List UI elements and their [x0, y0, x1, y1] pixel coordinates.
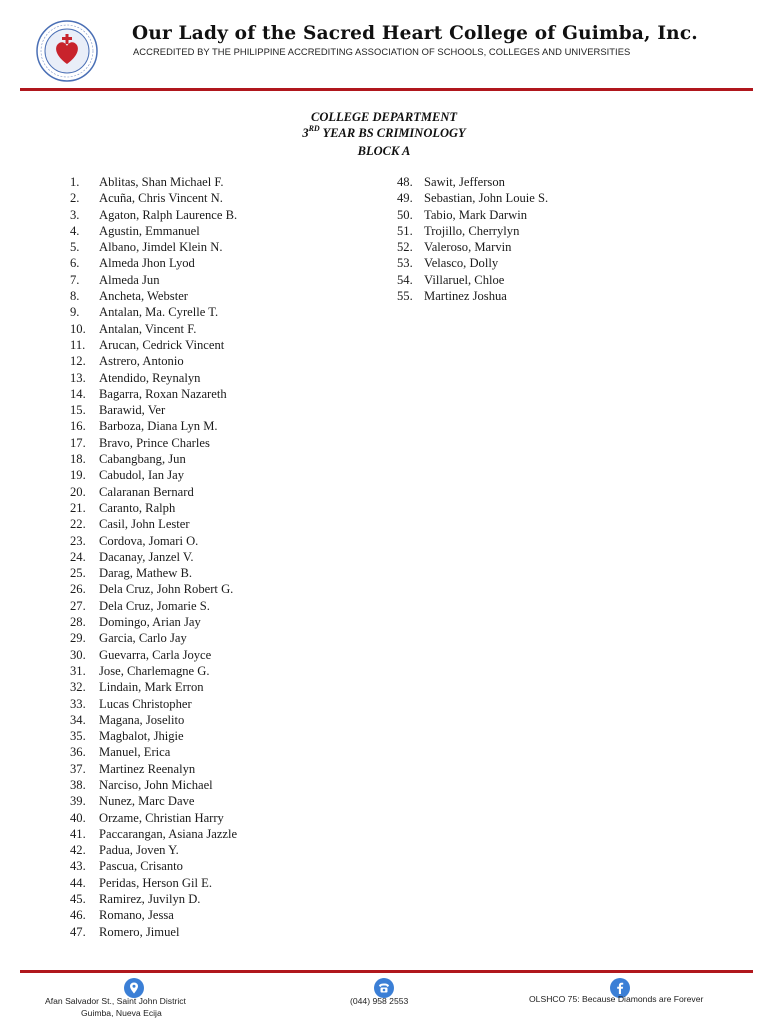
footer-address-line2: Guimba, Nueva Ecija: [81, 1008, 162, 1018]
student-name: Cabangbang, Jun: [99, 452, 186, 467]
student-number: 16.: [70, 419, 86, 434]
student-number: 48.: [397, 175, 413, 189]
student-list-item: [70, 402, 237, 418]
footer-social: OLSHCO 75: Because Diamonds are Forever: [529, 994, 704, 1004]
student-name: Dela Cruz, Jomarie S.: [99, 598, 210, 613]
student-number: 4.: [70, 223, 80, 238]
student-number: 22.: [70, 517, 86, 532]
telephone-icon: [374, 978, 394, 998]
student-list-item: [70, 435, 237, 451]
student-name: Martinez Reenalyn: [99, 761, 196, 776]
student-name: Jose, Charlemagne G.: [99, 663, 210, 678]
student-name: Lucas Christopher: [99, 696, 192, 711]
student-name: Bagarra, Roxan Nazareth: [99, 386, 227, 401]
student-number: 15.: [70, 403, 86, 418]
student-name: Lindain, Mark Erron: [99, 680, 204, 695]
student-name: Darag, Mathew B.: [99, 566, 193, 581]
student-name: Sawit, Jefferson: [424, 175, 505, 189]
student-number: 52.: [397, 240, 413, 255]
student-name: Peridas, Herson Gil E.: [99, 875, 212, 890]
student-number: 2.: [70, 191, 80, 206]
student-name: Antalan, Ma. Cyrelle T.: [99, 305, 219, 320]
student-number: 12.: [70, 354, 86, 369]
student-list-item: [70, 777, 237, 793]
student-name: Romano, Jessa: [99, 908, 174, 923]
student-list-item: [70, 793, 237, 809]
student-list-item: [70, 581, 237, 597]
student-number: 29.: [70, 631, 86, 646]
student-list-right-column: [397, 174, 548, 304]
student-list-item: [70, 907, 237, 923]
footer-phone: (044) 958 2553: [350, 996, 409, 1006]
student-number: 24.: [70, 549, 86, 564]
student-name: Ramirez, Juvilyn D.: [99, 892, 201, 907]
student-list-item: [70, 239, 237, 255]
student-list-item: [70, 565, 237, 581]
student-name: Romero, Jimuel: [99, 924, 180, 939]
student-number: 19.: [70, 468, 86, 483]
student-number: 8.: [70, 289, 80, 304]
student-number: 7.: [70, 272, 80, 287]
student-number: 37.: [70, 761, 86, 776]
student-name: Sebastian, John Louie S.: [424, 191, 549, 206]
student-number: 23.: [70, 533, 86, 548]
student-name: Garcia, Carlo Jay: [99, 631, 187, 646]
student-number: 9.: [70, 305, 80, 320]
student-list-item: [70, 418, 237, 434]
student-number: 41.: [70, 826, 86, 841]
student-number: 31.: [70, 663, 86, 678]
student-name: Cabudol, Ian Jay: [99, 468, 184, 483]
student-name: Arucan, Cedrick Vincent: [99, 337, 225, 352]
student-list-item: [397, 207, 548, 223]
student-number: 36.: [70, 745, 86, 760]
student-name: Albano, Jimdel Klein N.: [99, 240, 223, 255]
student-list-item: [397, 174, 548, 190]
student-list-item: [70, 467, 237, 483]
student-number: 14.: [70, 386, 86, 401]
student-list-item: [70, 370, 237, 386]
department-title: COLLEGE DEPARTMENT: [311, 110, 457, 124]
student-list-item: [70, 321, 237, 337]
student-list-item: [70, 353, 237, 369]
student-list-item: [70, 451, 237, 467]
student-name: Bravo, Prince Charles: [99, 435, 210, 450]
student-list-item: [70, 858, 237, 874]
student-list-item: [70, 810, 237, 826]
student-name: Magana, Joselito: [99, 712, 185, 727]
student-list-item: [70, 647, 237, 663]
student-name: Dela Cruz, John Robert G.: [99, 582, 234, 597]
student-list-item: [70, 614, 237, 630]
student-name: Valeroso, Marvin: [424, 240, 512, 255]
student-name: Atendido, Reynalyn: [99, 370, 201, 385]
student-list-item: [397, 255, 548, 271]
year-ordinal-suffix: RD: [308, 124, 320, 133]
student-number: 3.: [70, 207, 80, 222]
student-number: 47.: [70, 924, 86, 939]
student-name: Acuña, Chris Vincent N.: [99, 191, 223, 206]
student-list-item: [70, 598, 237, 614]
block-title: BLOCK A: [357, 144, 411, 158]
student-list-item: [70, 663, 237, 679]
student-name: Almeda Jhon Lyod: [99, 256, 195, 271]
school-seal-icon: [36, 20, 98, 82]
student-name: Barboza, Diana Lyn M.: [99, 419, 218, 434]
student-number: 32.: [70, 680, 86, 695]
student-number: 20.: [70, 484, 86, 499]
student-list-item: [70, 744, 237, 760]
student-number: 30.: [70, 647, 86, 662]
footer-address-line1: Afan Salvador St., Saint John District: [45, 996, 186, 1006]
student-name: Villaruel, Chloe: [424, 272, 505, 287]
student-number: 40.: [70, 810, 86, 825]
student-list-item: [397, 288, 548, 304]
student-list-item: [397, 190, 548, 206]
student-number: 1.: [70, 175, 80, 189]
student-name: Padua, Joven Y.: [99, 843, 179, 858]
location-pin-icon: [124, 978, 144, 998]
student-number: 13.: [70, 370, 86, 385]
student-list-item: [70, 891, 237, 907]
student-number: 26.: [70, 582, 86, 597]
course-label: YEAR BS CRIMINOLOGY: [319, 126, 466, 140]
student-name: Narciso, John Michael: [99, 777, 213, 792]
student-list-item: [70, 549, 237, 565]
student-list-item: [70, 842, 237, 858]
student-name: Dacanay, Janzel V.: [99, 549, 194, 564]
student-number: 49.: [397, 191, 413, 206]
student-name: Antalan, Vincent F.: [99, 321, 197, 336]
student-list-item: [70, 500, 237, 516]
student-number: 25.: [70, 566, 86, 581]
student-list-item: [70, 337, 237, 353]
student-number: 35.: [70, 729, 86, 744]
student-number: 51.: [397, 223, 413, 238]
student-name: Agustin, Emmanuel: [99, 223, 200, 238]
student-list-left-column: [70, 174, 237, 940]
student-list-item: [70, 207, 237, 223]
student-list-item: [70, 288, 237, 304]
student-name: Pascua, Crisanto: [99, 859, 183, 874]
student-list-item: [70, 272, 237, 288]
student-list-item: [70, 875, 237, 891]
student-list-item: [70, 630, 237, 646]
year-course-title: [0, 126, 768, 141]
student-name: Domingo, Arian Jay: [99, 615, 201, 630]
student-number: 39.: [70, 794, 86, 809]
student-list-item: [70, 533, 237, 549]
student-name: Martinez Joshua: [424, 289, 507, 304]
student-name: Barawid, Ver: [99, 403, 166, 418]
student-name: Paccarangan, Asiana Jazzle: [99, 826, 238, 841]
student-name: Almeda Jun: [99, 272, 160, 287]
student-list-item: [70, 516, 237, 532]
school-name: Our Lady of the Sacred Heart College of Guimba, Inc.: [132, 23, 698, 44]
student-name: Caranto, Ralph: [99, 500, 176, 515]
student-list-item: [70, 484, 237, 500]
student-list-item: [70, 255, 237, 271]
student-name: Casil, John Lester: [99, 517, 190, 532]
student-name: Calaranan Bernard: [99, 484, 194, 499]
student-list-item: [70, 826, 237, 842]
student-list-item: [397, 239, 548, 255]
student-list-item: [70, 728, 237, 744]
student-number: 11.: [70, 337, 86, 352]
student-name: Trojillo, Cherrylyn: [424, 223, 520, 238]
year-number: 3: [302, 126, 309, 140]
student-number: 54.: [397, 272, 413, 287]
student-list-item: [70, 696, 237, 712]
student-list-item: [70, 386, 237, 402]
student-number: 17.: [70, 435, 86, 450]
accreditation-line: ACCREDITED BY THE PHILIPPINE ACCREDITING ASSOCIATION OF SCHOOLS, COLLEGES AND UNIVERSITIES: [133, 46, 631, 57]
student-list-item: [70, 712, 237, 728]
student-name: Tabio, Mark Darwin: [424, 207, 527, 222]
student-list-item: [70, 304, 237, 320]
student-number: 28.: [70, 615, 86, 630]
student-number: 6.: [70, 256, 80, 271]
student-name: Agaton, Ralph Laurence B.: [99, 207, 238, 222]
student-number: 5.: [70, 240, 80, 255]
student-list-item: [70, 924, 237, 940]
student-number: 33.: [70, 696, 86, 711]
student-list-item: [397, 223, 548, 239]
student-number: 42.: [70, 843, 86, 858]
student-number: 46.: [70, 908, 86, 923]
student-number: 27.: [70, 598, 86, 613]
student-name: Ancheta, Webster: [99, 289, 188, 304]
student-name: Guevarra, Carla Joyce: [99, 647, 212, 662]
header-divider: [20, 88, 753, 91]
student-number: 10.: [70, 321, 86, 336]
student-list-item: [70, 223, 237, 239]
student-list-item: [397, 272, 548, 288]
student-number: 38.: [70, 777, 86, 792]
student-number: 55.: [397, 289, 413, 304]
student-name: Orzame, Christian Harry: [99, 810, 224, 825]
student-name: Astrero, Antonio: [99, 354, 184, 369]
student-number: 18.: [70, 452, 86, 467]
student-number: 21.: [70, 500, 86, 515]
student-name: Velasco, Dolly: [424, 256, 499, 271]
student-list-item: [70, 174, 237, 190]
student-number: 44.: [70, 875, 86, 890]
student-name: Ablitas, Shan Michael F.: [99, 175, 224, 189]
student-name: Manuel, Erica: [99, 745, 171, 760]
footer-divider: [20, 970, 753, 973]
student-name: Nunez, Marc Dave: [99, 794, 195, 809]
student-number: 43.: [70, 859, 86, 874]
student-name: Magbalot, Jhigie: [99, 729, 184, 744]
student-list-item: [70, 761, 237, 777]
student-name: Cordova, Jomari O.: [99, 533, 199, 548]
student-list-item: [70, 679, 237, 695]
student-number: 34.: [70, 712, 86, 727]
student-number: 50.: [397, 207, 413, 222]
student-number: 53.: [397, 256, 413, 271]
student-number: 45.: [70, 892, 86, 907]
student-list-item: [70, 190, 237, 206]
